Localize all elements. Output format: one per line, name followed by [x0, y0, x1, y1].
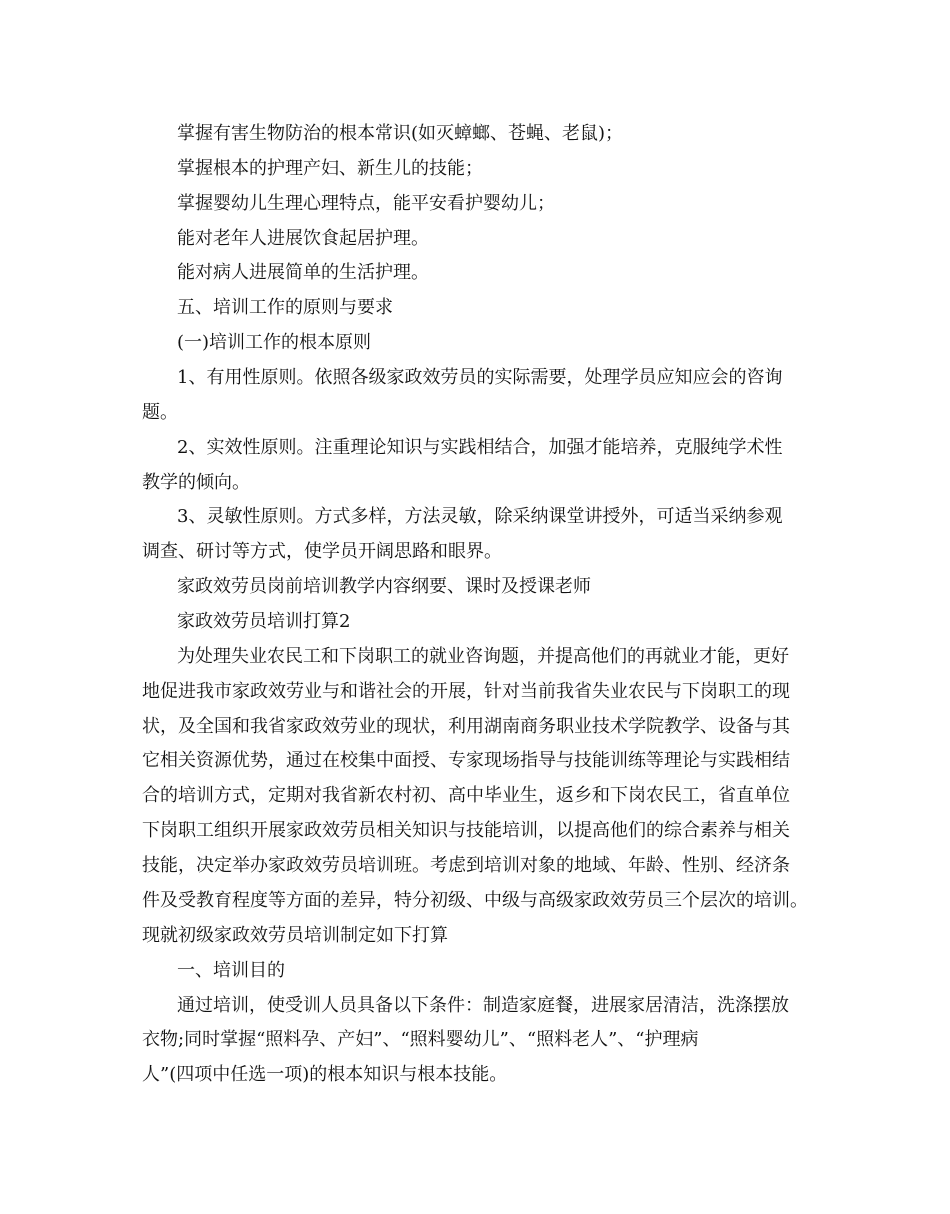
text-line: 1、有用性原则。依照各级家政效劳员的实际需要，处理学员应知应会的咨询: [177, 367, 783, 388]
text-line: 题。: [142, 402, 178, 423]
text-line: 件及受教育程度等方面的差异，特分初级、中级与高级家政效劳员三个层次的培训。: [142, 890, 808, 911]
text-line: 合的培训方式，定期对我省新农村初、高中毕业生，返乡和下岗农民工，省直单位: [142, 785, 790, 806]
text-line: 掌握根本的护理产妇、新生儿的技能；: [177, 158, 483, 179]
text-line: 下岗职工组织开展家政效劳员相关知识与技能培训，以提高他们的综合素养与相关: [142, 820, 790, 841]
text-line: 人”(四项中任选一项)的根本知识与根本技能。: [142, 1064, 508, 1085]
text-line: 通过培训，使受训人员具备以下条件：制造家庭餐，进展家居清洁，洗涤摆放: [177, 995, 789, 1016]
text-line: 掌握有害生物防治的根本常识(如灭蟑螂、苍蝇、老鼠)；: [177, 123, 624, 144]
text-line: 地促进我市家政效劳业与和谐社会的开展，针对当前我省失业农民与下岗职工的现: [142, 681, 790, 702]
text-line: 衣物;同时掌握“照料孕、产妇”、“照料婴幼儿”、“照料老人”、“护理病: [142, 1029, 699, 1050]
text-line: 能对病人进展简单的生活护理。: [177, 262, 429, 283]
text-line: 技能，决定举办家政效劳员培训班。考虑到培训对象的地域、年龄、性别、经济条: [142, 855, 790, 876]
text-line: 现就初级家政效劳员培训制定如下打算: [142, 925, 448, 946]
text-line: 它相关资源优势，通过在校集中面授、专家现场指导与技能训练等理论与实践相结: [142, 750, 790, 771]
text-line: 调查、研讨等方式，使学员开阔思路和眼界。: [142, 541, 502, 562]
text-line: 2、实效性原则。注重理论知识与实践相结合，加强才能培养，克服纯学术性: [177, 437, 783, 458]
section-heading: 一、培训目的: [177, 960, 285, 981]
text-line: 3、灵敏性原则。方式多样，方法灵敏，除采纳课堂讲授外，可适当采纳参观: [177, 506, 783, 527]
section-heading: 五、培训工作的原则与要求: [177, 297, 393, 318]
subsection-heading: (一)培训工作的根本原则: [177, 332, 372, 353]
text-line: 能对老年人进展饮食起居护理。: [177, 228, 429, 249]
text-line: 为处理失业农民工和下岗职工的就业咨询题，并提高他们的再就业才能，更好: [177, 646, 789, 667]
text-line: 教学的倾向。: [142, 472, 250, 493]
text-line: 家政效劳员培训打算2: [177, 611, 351, 632]
text-line: 掌握婴幼儿生理心理特点，能平安看护婴幼儿；: [177, 193, 555, 214]
text-line: 状，及全国和我省家政效劳业的现状，利用湖南商务职业技术学院教学、设备与其: [142, 716, 790, 737]
text-line: 家政效劳员岗前培训教学内容纲要、课时及授课老师: [177, 576, 591, 597]
